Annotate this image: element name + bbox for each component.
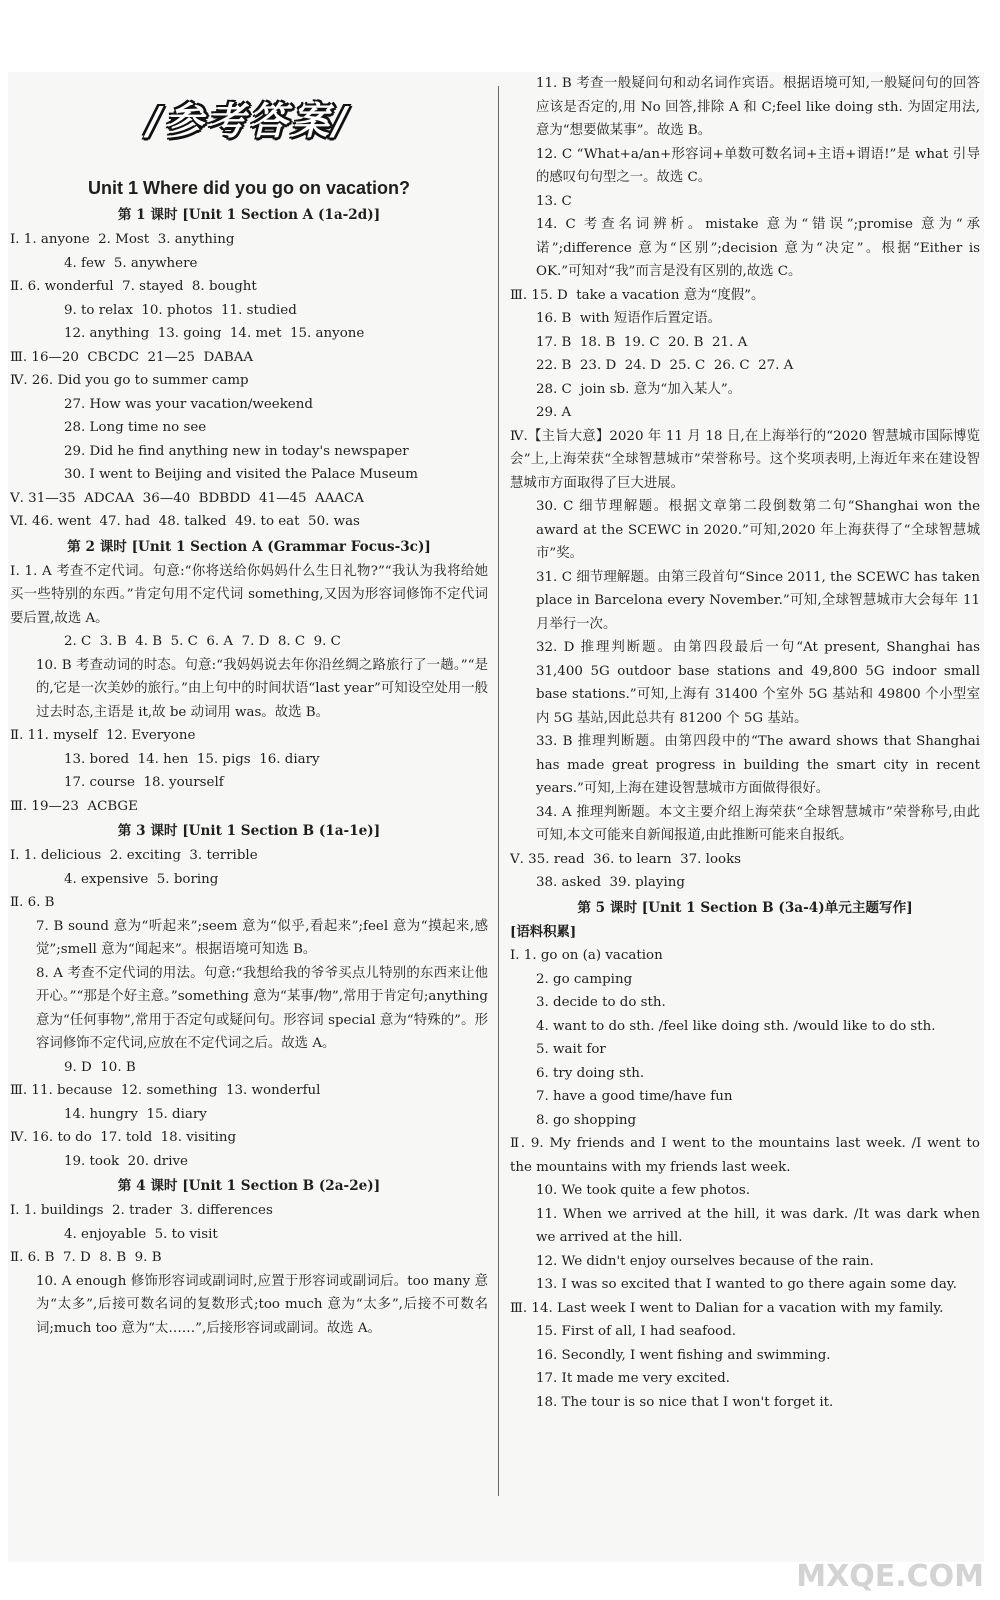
answer-line: 9. to relax 10. photos 11. studied	[64, 302, 297, 318]
answer-line: Ⅴ. 31—35 ADCAA 36—40 BDBDD 41—45 AAACA	[10, 490, 364, 506]
answer-line: Ⅱ. 6. wonderful 7. stayed 8. bought	[10, 279, 257, 294]
explanation-paragraph: 11. When we arrived at the hill, it was dark. /It was dark when we arrived at the hill.	[536, 1206, 980, 1245]
section-heading: 第 5 课时 [Unit 1 Section B (3a-4)单元主题写作]	[577, 899, 913, 916]
answer-line: Ⅲ. 16—20 CBCDC 21—25 DABAA	[10, 349, 254, 365]
answer-line: Ⅵ. 46. went 47. had 48. talked 49. to eat 50. was	[10, 514, 360, 529]
explanation-paragraph: 30. C 细节理解题。根据文章第二段倒数第二句“Shanghai won the award at the SCEWC in 2020.”可知,2020 年上海获得了“全球智慧城市”奖。	[536, 499, 980, 561]
answer-line: 5. wait for	[536, 1042, 606, 1057]
explanation-paragraph: 32. D 推理判断题。由第四段最后一句“At present, Shanghai has 31,400 5G outdoor base stations and 49,800 5G indoor small base stations.”可知,上海有 31400 个室外 5G 基站和 49800 个小型室内 5G 基站,因此总共有 81200 个 5G 基站。	[536, 640, 980, 726]
answer-line: Ⅲ. 15. D take a vacation 意为“度假”。	[510, 287, 765, 303]
answer-line: Ⅲ. 11. because 12. something 13. wonderful	[10, 1083, 321, 1098]
left-column	[10, 72, 488, 1340]
answer-line: 13. I was so excited that I wanted to go there again some day.	[536, 1277, 957, 1292]
answer-line: Ⅳ. 16. to do 17. told 18. visiting	[10, 1130, 237, 1145]
answer-line: 3. decide to do sth.	[536, 995, 666, 1010]
explanation-paragraph: 10. A enough 修饰形容词或副词时,应置于形容词或副词后。too many 意为“太多”,后接可数名词的复数形式;too much 意为“太多”,后接不可数名词;much too 意为“太……”,后接形容词或副词。故选 A。	[36, 1273, 488, 1336]
answer-line: Ⅳ. 26. Did you go to summer camp	[10, 373, 249, 388]
answer-line: 4. want to do sth. /feel like doing sth. /would like to do sth.	[536, 1018, 936, 1034]
unit-title: Unit 1 Where did you go on vacation?	[87, 178, 410, 198]
answer-line: 10. We took quite a few photos.	[536, 1183, 750, 1198]
answer-line: 9. D 10. B	[64, 1059, 136, 1075]
answer-line: 38. asked 39. playing	[536, 875, 685, 890]
banner	[10, 72, 488, 172]
answer-line: 8. go shopping	[536, 1112, 637, 1128]
explanation-paragraph: 11. B 考查一般疑问句和动名词作宾语。根据语境可知,一般疑问句的回答应该是否定的,用 No 回答,排除 A 和 C;feel like doing sth. 为固定用法,意为“想要做某事”。故选 B。	[536, 76, 980, 138]
watermark: MXQE.COM	[796, 1559, 984, 1594]
answer-line: 7. have a good time/have fun	[536, 1089, 733, 1104]
answer-line: 4. expensive 5. boring	[64, 871, 219, 887]
subheading: [语料积累]	[510, 923, 577, 940]
answer-line: Ⅱ. 6. B 7. D 8. B 9. B	[10, 1250, 162, 1265]
section-heading: 第 3 课时 [Unit 1 Section B (1a-1e)]	[117, 823, 381, 839]
explanation-paragraph: 33. B 推理判断题。由第四段中的“The award shows that Shanghai has made great progress in building the smart city in recent years.”可知,上海在建设智慧城市方面做得很好。	[536, 734, 980, 796]
answer-line: Ⅲ. 19—23 ACBGE	[10, 798, 138, 814]
answer-line: Ⅲ. 14. Last week I went to Dalian for a vacation with my family.	[510, 1300, 944, 1316]
answer-line: 4. enjoyable 5. to visit	[64, 1226, 218, 1242]
section-heading: 第 1 课时 [Unit 1 Section A (1a-2d)]	[117, 207, 381, 223]
answer-line: Ⅰ. 1. buildings 2. trader 3. differences	[10, 1203, 273, 1218]
answer-line: 17. course 18. yourself	[64, 775, 224, 790]
explanation-paragraph: 8. A 考查不定代词的用法。句意:“我想给我的爷爷买点儿特别的东西来让他开心。”“那是个好主意。”something 意为“某事/物”,常用于肯定句;anything 意为“任何事物”,常用于否定句或疑问句。形容词 special 意为“特殊的”。形容词修饰不定代词,应放在不定代词之后。故选 A。	[36, 965, 488, 1051]
explanation-paragraph: 34. A 推理判断题。本文主要介绍上海荣获“全球智慧城市”荣誉称号,由此可知,本文可能来自新闻报道,由此推断可能来自报纸。	[536, 804, 980, 843]
answer-line: 16. B with 短语作后置定语。	[536, 311, 722, 326]
explanation-paragraph: 12. C “What+a/an+形容词+单数可数名词+主语+谓语!”是 what 引导的感叹句句型之一。故选 C。	[536, 146, 980, 185]
explanation-paragraph: 14. C 考查名词辨析。mistake 意为“错误”;promise 意为“承诺”;difference 意为“区别”;decision 意为“决定”。根据“Either is OK.”可知对“我”而言是没有区别的,故选 C。	[536, 217, 980, 279]
answer-line: Ⅱ. 6. B	[10, 895, 55, 910]
answer-line: 27. How was your vacation/weekend	[64, 396, 313, 412]
answer-line: 4. few 5. anywhere	[64, 255, 198, 271]
answer-line: 13. bored 14. hen 15. pigs 16. diary	[64, 751, 320, 767]
answer-line: Ⅱ. 11. myself 12. Everyone	[10, 728, 196, 743]
answer-line: 6. try doing sth.	[536, 1065, 645, 1081]
section-heading: 第 4 课时 [Unit 1 Section B (2a-2e)]	[117, 1178, 381, 1194]
answer-line: 14. hungry 15. diary	[64, 1106, 207, 1122]
explanation-paragraph: Ⅰ. 1. A 考查不定代词。句意:“你将送给你妈妈什么生日礼物?”“我认为我将给她买一些特别的东西。”肯定句用不定代词 something,又因为形容词修饰不定代词要后置,故选 A。	[10, 563, 488, 626]
answer-line: 19. took 20. drive	[64, 1153, 188, 1169]
answer-line: 16. Secondly, I went fishing and swimming.	[536, 1347, 831, 1363]
answer-line: 2. C 3. B 4. B 5. C 6. A 7. D 8. C 9. C	[64, 634, 341, 649]
explanation-paragraph: Ⅱ. 9. My friends and I went to the mountains last week. /I went to the mountains with my friends last week.	[510, 1136, 980, 1175]
answer-line: 29. A	[536, 405, 572, 420]
answer-line: 12. anything 13. going 14. met 15. anyone	[64, 326, 365, 341]
answer-line: 12. We didn't enjoy ourselves because of the rain.	[536, 1253, 874, 1269]
answer-page	[8, 72, 984, 1562]
answer-line: 17. It made me very excited.	[536, 1371, 730, 1386]
answer-line: 30. I went to Beijing and visited the Palace Museum	[64, 467, 418, 482]
section-heading: 第 2 课时 [Unit 1 Section A (Grammar Focus-3c)]	[67, 538, 431, 555]
answer-line: 18. The tour is so nice that I won't forget it.	[536, 1394, 834, 1410]
explanation-paragraph: Ⅳ.【主旨大意】2020 年 11 月 18 日,在上海举行的“2020 智慧城市国际博览会”上,上海荣获“全球智慧城市”荣誉称号。这个奖项表明,上海近年来在建设智慧城市方面取得了巨大进展。	[510, 428, 980, 491]
answer-line: 22. B 23. D 24. D 25. C 26. C 27. A	[536, 358, 794, 373]
answer-line: 2. go camping	[536, 971, 633, 987]
explanation-paragraph: 31. C 细节理解题。由第三段首句“Since 2011, the SCEWC has taken place in Barcelona every November.”可知,全球智慧城市大会每年 11 月举行一次。	[536, 569, 980, 632]
column-divider	[498, 86, 499, 1496]
answer-line: 13. C	[536, 193, 572, 209]
answer-line: 15. First of all, I had seafood.	[536, 1324, 737, 1339]
explanation-paragraph: 7. B sound 意为“听起来”;seem 意为“似乎,看起来”;feel 意为“摸起来,感觉”;smell 意为“闻起来”。根据语境可知选 B。	[36, 918, 488, 957]
banner-title: /参考答案/	[147, 99, 351, 144]
answer-line: 29. Did he find anything new in today's newspaper	[64, 443, 409, 459]
answer-line: Ⅰ. 1. go on (a) vacation	[510, 948, 663, 963]
answer-line: 17. B 18. B 19. C 20. B 21. A	[536, 334, 748, 350]
answer-line: Ⅰ. 1. anyone 2. Most 3. anything	[10, 232, 235, 247]
answer-line: Ⅰ. 1. delicious 2. exciting 3. terrible	[10, 848, 258, 863]
answer-line: Ⅴ. 35. read 36. to learn 37. looks	[510, 851, 742, 867]
right-column	[510, 72, 980, 1414]
explanation-paragraph: 10. B 考查动词的时态。句意:“我妈妈说去年你沿丝绸之路旅行了一趟。”“是的,它是一次美妙的旅行。”由上句中的时间状语“last year”可知设空处用一般过去时态,主语是 it,故 be 动词用 was。故选 B。	[36, 657, 488, 720]
answer-line: 28. Long time no see	[64, 420, 207, 435]
answer-line: 28. C join sb. 意为“加入某人”。	[536, 381, 742, 397]
